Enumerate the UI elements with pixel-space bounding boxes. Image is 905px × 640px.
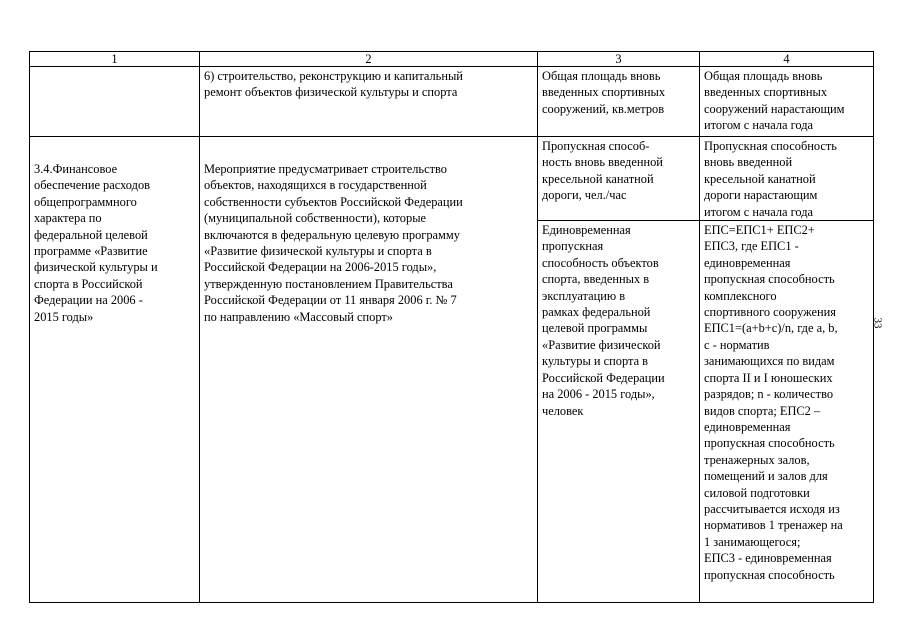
- cell-indicator-area: Общая площадь вновь введенных спортивных сооружений, кв.метров: [538, 67, 700, 137]
- cell-measure-item: 6) строительство, реконструкцию и капитальный ремонт объектов физической культуры и спорта: [200, 67, 538, 137]
- table-row: [30, 137, 874, 221]
- cell-empty: [30, 67, 200, 137]
- page-number: 33: [871, 317, 884, 329]
- cell-method-area: Общая площадь вновь введенных спортивных сооружений нарастающим итогом с начала года: [700, 67, 874, 137]
- header-col-4: 4: [700, 52, 874, 67]
- cell-section-title: 3.4.Финансовое обеспечение расходов общепрограммного характера по федеральной целевой программе «Развитие физической культуры и спорта в Российской Федерации на 2006 - 2015 годы»: [30, 137, 200, 603]
- table-row: [30, 67, 874, 137]
- cell-measure-description: Мероприятие предусматривает строительство объектов, находящихся в государственной собственности субъектов Российской Федерации (муниципальной собственности), которые включаются в федеральную целевую программу «Развитие физической культуры и спорта в Российской Федерации на 2006-2015 годы», утвержденную постановлением Правительства Российской Федерации от 11 января 2006 г. № 7 по направлению «Массовый спорт»: [200, 137, 538, 603]
- cell-method-capacity: ЕПС=ЕПС1+ ЕПС2+ ЕПС3, где ЕПС1 - единовременная пропускная способность комплексного спортивного сооружения ЕПС1=(a+b+c)/n, где a, b, c - норматив занимающихся по видам спорта II и I юношеских разрядов; n - количество видов спорта; ЕПС2 – единовременная пропускная способность тренажерных залов, помещений и залов для силовой подготовки рассчитывается исходя из нормативов 1 тренажер на 1 занимающегося; ЕПС3 - единовременная пропускная способность: [700, 221, 874, 603]
- cell-indicator-ropeway: Пропускная способ- ность вновь введенной кресельной канатной дороги, чел./час: [538, 137, 700, 221]
- header-row: [30, 52, 874, 67]
- header-col-1: 1: [30, 52, 200, 67]
- cell-indicator-capacity: Единовременная пропускная способность объектов спорта, введенных в эксплуатацию в рамках федеральной целевой программы «Развитие физической культуры и спорта в Российской Федерации на 2006 - 2015 годы», человек: [538, 221, 700, 603]
- header-col-2: 2: [200, 52, 538, 67]
- indicator-table: [29, 51, 874, 603]
- header-col-3: 3: [538, 52, 700, 67]
- cell-method-ropeway: Пропускная способность вновь введенной кресельной канатной дороги нарастающим итогом с начала года: [700, 137, 874, 221]
